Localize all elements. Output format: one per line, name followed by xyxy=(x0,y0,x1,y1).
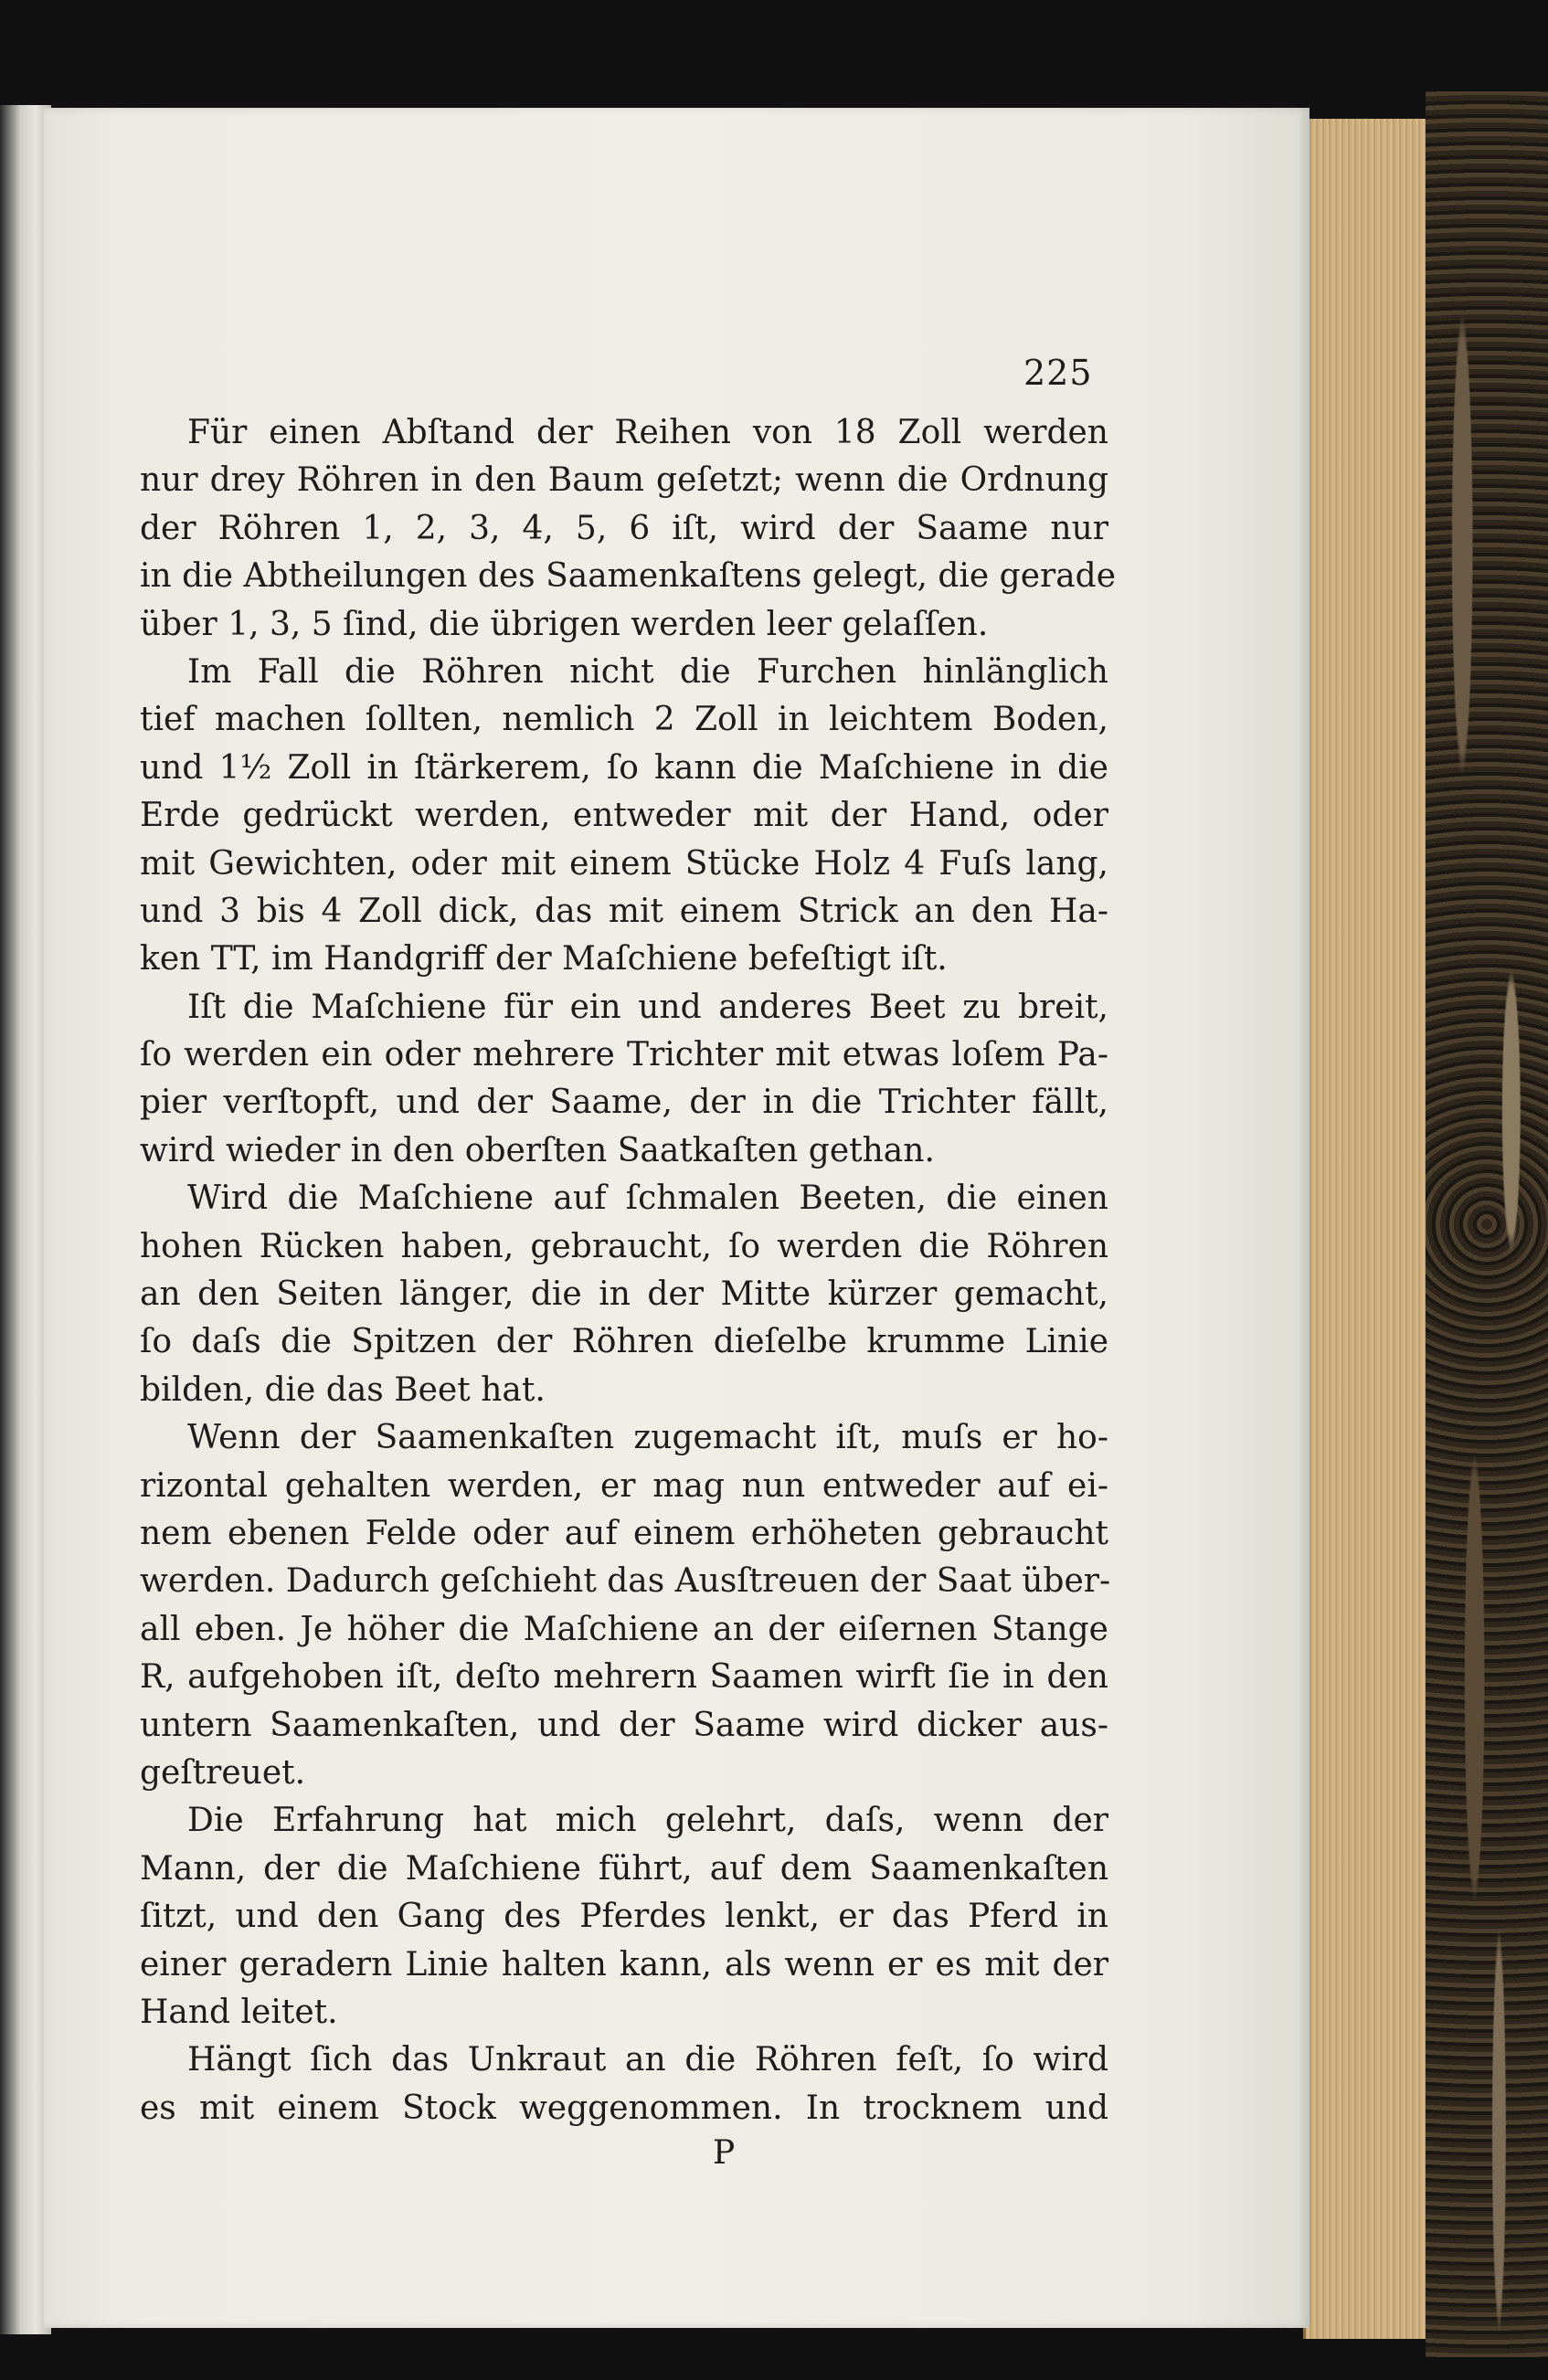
text-line: Wenn der Saamenkaſten zugemacht iſt, muſs er ho- xyxy=(187,1419,1108,1457)
text-line: untern Saamenkaſten, und der Saame wird dicker aus- xyxy=(140,1706,1108,1744)
text-line: Iſt die Maſchiene für ein und anderes Beet zu breit, xyxy=(187,988,1108,1026)
text-line: mit Gewichten, oder mit einem Stücke Holz 4 Fuſs lang, xyxy=(140,844,1108,883)
text-line: über 1, 3, 5 ſind, die übrigen werden leer gelaſſen. xyxy=(140,605,989,643)
text-line: geſtreuet. xyxy=(140,1753,306,1792)
text-line: bilden, die das Beet hat. xyxy=(140,1370,546,1409)
text-line: all eben. Je höher die Maſchiene an der eiſernen Stange xyxy=(140,1610,1108,1648)
text-line: nur drey Röhren in den Baum geſetzt; wenn die Ordnung xyxy=(140,461,1108,500)
text-line: ſitzt, und den Gang des Pferdes lenkt, er das Pferd in xyxy=(140,1898,1108,1936)
book-page xyxy=(44,108,1309,2328)
text-line: und 1½ Zoll in ſtärkerem, ſo kann die Maſchiene in die xyxy=(140,748,1108,787)
text-line: R, aufgehoben iſt, deſto mehrern Saamen wirft ſie in den xyxy=(140,1658,1108,1697)
text-lines xyxy=(140,409,1117,2132)
signature-mark: P xyxy=(713,2134,736,2172)
text-line: pier verſtopft, und der Saame, der in die Trichter fällt, xyxy=(140,1084,1108,1122)
text-line: Erde gedrückt werden, entweder mit der Hand, oder xyxy=(140,797,1108,835)
text-line: ſo werden ein oder mehrere Trichter mit etwas loſem Pa- xyxy=(140,1036,1108,1074)
text-line: Die Erfahrung hat mich gelehrt, daſs, wenn der xyxy=(187,1802,1108,1840)
text-line: hohen Rücken haben, gebraucht, ſo werden die Röhren xyxy=(140,1227,1108,1265)
text-line: Hängt ſich das Unkraut an die Röhren feſt, ſo wird xyxy=(187,2041,1108,2079)
text-line: wird wieder in den oberſten Saatkaſten gethan. xyxy=(140,1131,935,1169)
text-line: in die Abtheilungen des Saamenkaſtens gelegt, die gerade xyxy=(140,557,1117,596)
marbled-cover xyxy=(1426,91,1548,2357)
text-line: tief machen ſollten, nemlich 2 Zoll in leichtem Boden, xyxy=(140,701,1108,739)
text-line: an den Seiten länger, die in der Mitte kürzer gemacht, xyxy=(140,1275,1108,1314)
page-number: 225 xyxy=(1023,353,1093,393)
text-line: Hand leitet. xyxy=(140,1993,338,2031)
text-line: und 3 bis 4 Zoll dick, das mit einem Strick an den Ha- xyxy=(140,892,1108,930)
text-line: Wird die Maſchiene auf ſchmalen Beeten, die einen xyxy=(187,1179,1108,1218)
text-line: es mit einem Stock weggenommen. In trocknem und xyxy=(140,2089,1108,2127)
text-line: ken TT, im Handgriff der Maſchiene befeſtigt iſt. xyxy=(140,940,948,978)
text-line: einer geradern Linie halten kann, als wenn er es mit der xyxy=(140,1945,1108,1983)
text-line: Im Fall die Röhren nicht die Furchen hinlänglich xyxy=(187,652,1108,691)
text-line: Mann, der die Maſchiene führt, auf dem Saamenkaſten xyxy=(140,1849,1108,1888)
text-line: nem ebenen Felde oder auf einem erhöheten gebraucht xyxy=(140,1514,1108,1552)
text-line: der Röhren 1, 2, 3, 4, 5, 6 iſt, wird der Saame nur xyxy=(140,509,1108,547)
text-line: Für einen Abſtand der Reihen von 18 Zoll werden xyxy=(187,414,1108,451)
text-line: ſo daſs die Spitzen der Röhren dieſelbe krumme Linie xyxy=(140,1323,1108,1361)
text-line: werden. Dadurch geſchieht das Ausſtreuen der Saat über- xyxy=(140,1562,1111,1601)
text-line: rizontal gehalten werden, er mag nun entweder auf ei- xyxy=(140,1466,1108,1505)
